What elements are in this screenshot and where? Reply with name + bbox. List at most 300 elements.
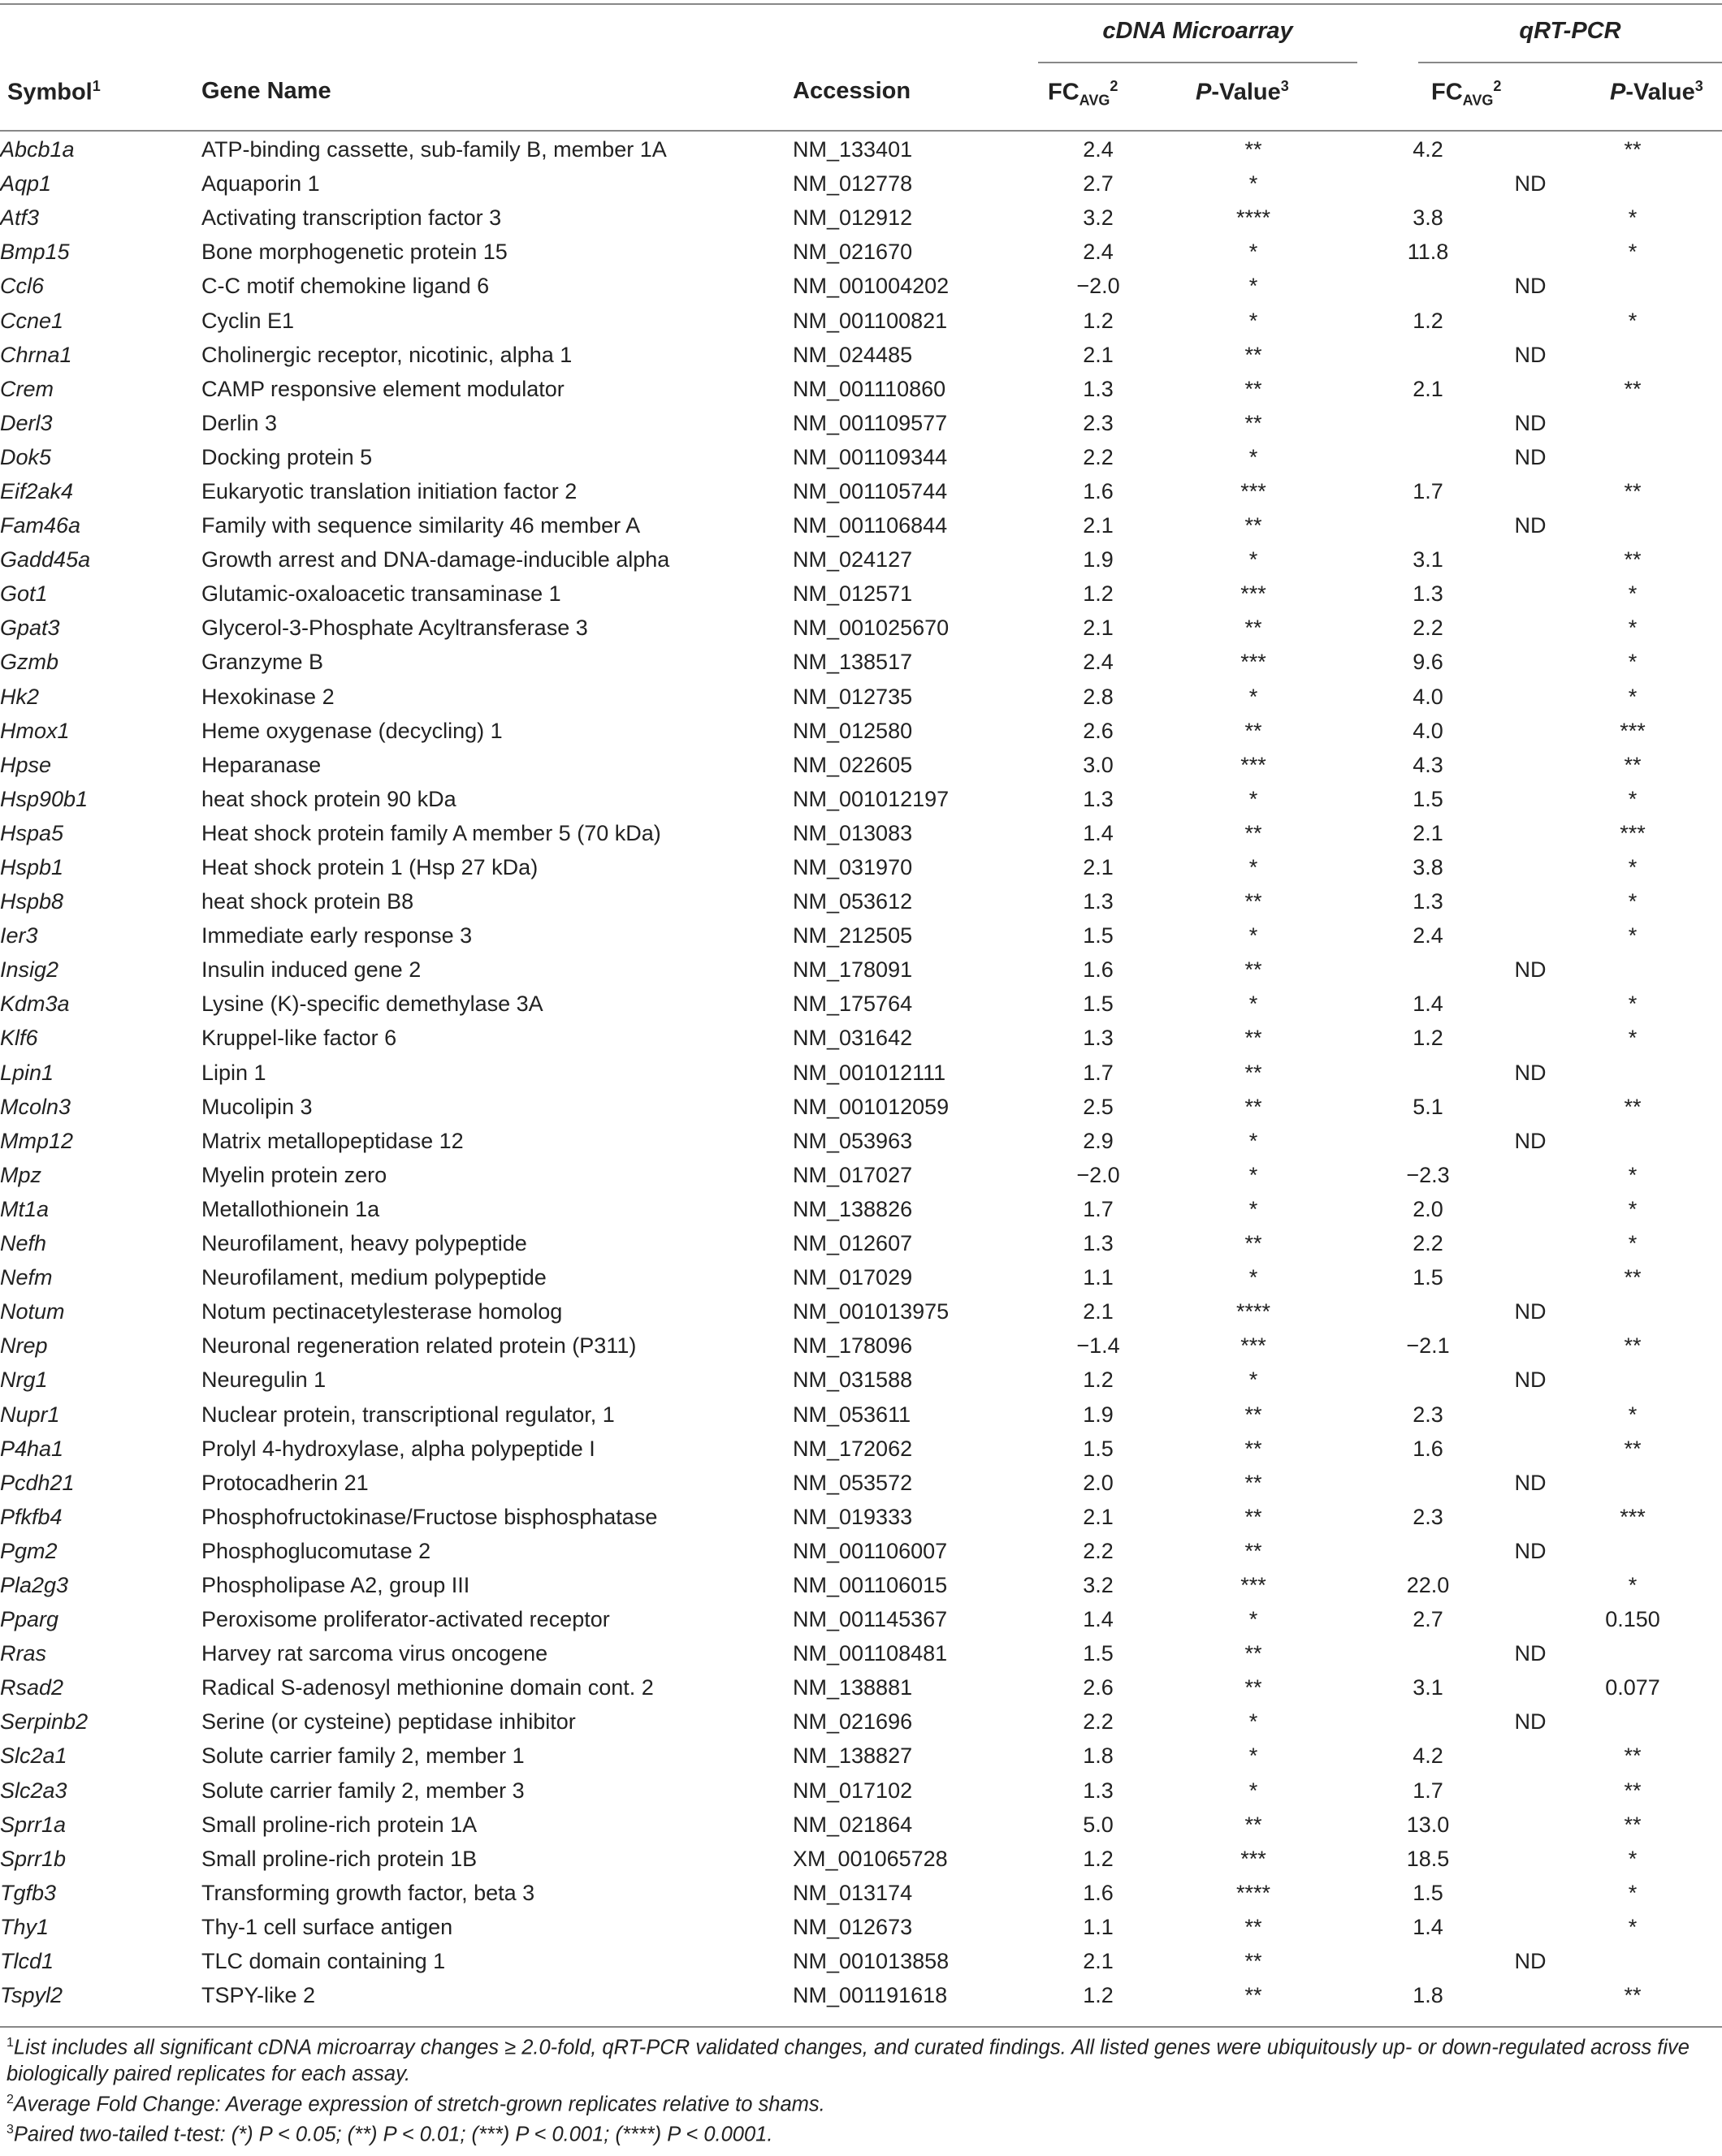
table-row	[0, 1192, 1722, 1226]
gene-symbol: Pla2g3	[0, 1572, 69, 1597]
p-cdna: *	[1248, 1367, 1258, 1393]
accession: NM_001191618	[793, 1983, 948, 2008]
spacer	[1517, 1876, 1543, 1910]
gene-symbol: Hspa5	[0, 820, 64, 845]
table-row	[0, 1670, 1722, 1704]
table-row	[0, 1158, 1722, 1192]
p-qrt: **	[1624, 1436, 1642, 1461]
spacer	[1517, 1397, 1543, 1431]
spacer	[1517, 1192, 1543, 1226]
accession: NM_031970	[793, 855, 913, 880]
spacer	[1517, 816, 1543, 850]
fc-qrt: 2.2	[1413, 616, 1443, 641]
gene-name: Phosphoglucomutase 2	[201, 1538, 431, 1563]
table-row	[0, 782, 1722, 816]
gene-name: C-C motif chemokine ligand 6	[201, 274, 490, 299]
p-cdna: ***	[1240, 1846, 1266, 1871]
header-p-cdna: P-Value$^3$	[1196, 78, 1289, 106]
p-qrt: ***	[1620, 820, 1646, 845]
footnote	[6, 2030, 1716, 2087]
table-row	[0, 406, 1722, 440]
p-cdna: *	[1248, 171, 1258, 197]
p-cdna: ***	[1240, 752, 1266, 777]
fc-cdna: 1.9	[1083, 1402, 1114, 1427]
spacer	[1517, 1260, 1543, 1294]
gene-symbol: Nrep	[0, 1333, 48, 1359]
accession: NM_001106015	[793, 1572, 948, 1597]
qrt-not-determined: ND	[1514, 1538, 1547, 1563]
header-symbol: Symbol$^1$	[7, 78, 101, 106]
accession: NM_001110860	[793, 376, 946, 401]
p-cdna: *	[1248, 1196, 1258, 1221]
fc-cdna: 2.6	[1083, 1675, 1114, 1700]
accession: NM_013083	[793, 820, 913, 845]
fc-qrt: 22.0	[1406, 1572, 1450, 1597]
spacer	[1517, 714, 1543, 748]
header-p-qrt: P-Value$^3$	[1610, 78, 1703, 106]
fc-cdna: 1.3	[1083, 376, 1114, 401]
fc-qrt: 1.5	[1413, 1880, 1443, 1905]
p-qrt: *	[1628, 786, 1638, 811]
p-qrt: 0.150	[1605, 1607, 1660, 1632]
spacer	[1517, 1158, 1543, 1192]
header-fc-qrt: $FC_{AVG}^2$	[1431, 78, 1502, 109]
accession: NM_001012059	[793, 1094, 950, 1119]
gene-name: Activating transcription factor 3	[201, 205, 502, 231]
accession: NM_022605	[793, 752, 913, 777]
gene-name: Aquaporin 1	[201, 171, 320, 197]
fc-cdna: 2.1	[1083, 342, 1114, 367]
gene-symbol: Bmp15	[0, 240, 70, 265]
fc-cdna: 1.2	[1083, 1367, 1114, 1393]
qrt-not-determined: ND	[1514, 1949, 1547, 1974]
spacer	[1517, 680, 1543, 714]
gene-table-body	[0, 132, 1722, 2012]
fc-cdna: 1.7	[1083, 1196, 1114, 1221]
table-row	[0, 611, 1722, 645]
gene-symbol: Lpin1	[0, 1060, 54, 1085]
p-qrt: *	[1628, 923, 1638, 948]
fc-cdna: 1.5	[1083, 923, 1114, 948]
gene-symbol: Pgm2	[0, 1538, 58, 1563]
table-row	[0, 714, 1722, 748]
fc-qrt: 5.1	[1413, 1094, 1443, 1119]
gene-name: Matrix metallopeptidase 12	[201, 1128, 464, 1153]
fc-qrt: 2.1	[1413, 820, 1443, 845]
group-rule-qrt	[1418, 62, 1722, 63]
gene-name: Heme oxygenase (decycling) 1	[201, 718, 503, 743]
accession: NM_001012197	[793, 786, 950, 811]
p-cdna: *	[1248, 240, 1258, 265]
gene-symbol: Atf3	[0, 205, 40, 231]
accession: NM_021864	[793, 1812, 913, 1837]
accession: NM_012778	[793, 171, 913, 197]
fc-cdna: 1.2	[1083, 308, 1114, 333]
p-cdna: **	[1244, 1436, 1262, 1461]
gene-name: Heat shock protein 1 (Hsp 27 kDa)	[201, 855, 539, 880]
gene-symbol: Fam46a	[0, 513, 81, 538]
table-row	[0, 474, 1722, 508]
gene-name: Mucolipin 3	[201, 1094, 313, 1119]
qrt-not-determined: ND	[1514, 1299, 1547, 1324]
fc-cdna: 1.2	[1083, 1846, 1114, 1871]
p-cdna: *	[1248, 923, 1258, 948]
fc-cdna: 1.3	[1083, 889, 1114, 914]
gene-name: heat shock protein 90 kDa	[201, 786, 456, 811]
fc-cdna: 1.8	[1083, 1743, 1114, 1769]
p-cdna: *	[1248, 1743, 1258, 1769]
gene-name: Peroxisome proliferator-activated receptor	[201, 1607, 610, 1632]
gene-name: Lysine (K)-specific demethylase 3A	[201, 992, 543, 1017]
qrt-not-determined: ND	[1514, 957, 1547, 983]
spacer	[1517, 850, 1543, 884]
table-row	[0, 577, 1722, 611]
p-cdna: *	[1248, 1607, 1258, 1632]
gene-name: heat shock protein B8	[201, 889, 414, 914]
gene-name: Transforming growth factor, beta 3	[201, 1880, 535, 1905]
p-qrt: *	[1628, 1402, 1638, 1427]
qrt-not-determined: ND	[1514, 171, 1547, 197]
fc-cdna: −2.0	[1076, 1162, 1120, 1187]
table-row	[0, 440, 1722, 474]
table-row	[0, 1808, 1722, 1842]
p-qrt: *	[1628, 855, 1638, 880]
fc-cdna: 1.5	[1083, 992, 1114, 1017]
fc-qrt: 4.0	[1413, 718, 1443, 743]
p-cdna: **	[1244, 1983, 1262, 2008]
fc-cdna: 2.2	[1083, 444, 1114, 469]
fc-cdna: 3.2	[1083, 205, 1114, 231]
accession: NM_053611	[793, 1402, 911, 1427]
accession: NM_001013858	[793, 1949, 950, 1974]
p-qrt: **	[1624, 1983, 1642, 2008]
footnote-text: Average Fold Change: Average expression of stretch-grown replicates relative to shams.	[13, 2093, 825, 2115]
table-row	[0, 1704, 1722, 1739]
table-row	[0, 1466, 1722, 1500]
fc-qrt: 1.8	[1413, 1983, 1443, 2008]
qrt-not-determined: ND	[1514, 274, 1547, 299]
accession: NM_138517	[793, 650, 913, 675]
p-qrt: **	[1624, 478, 1642, 503]
p-qrt: *	[1628, 1914, 1638, 1939]
accession: NM_024485	[793, 342, 913, 367]
table-row	[0, 1842, 1722, 1876]
gene-symbol: Tlcd1	[0, 1949, 54, 1974]
accession: NM_172062	[793, 1436, 913, 1461]
fc-cdna: 2.0	[1083, 1470, 1114, 1495]
p-cdna: ****	[1235, 1299, 1271, 1324]
accession: NM_012673	[793, 1914, 913, 1939]
gene-name: Glycerol-3-Phosphate Acyltransferase 3	[201, 616, 588, 641]
spacer	[1517, 748, 1543, 782]
p-qrt: **	[1624, 752, 1642, 777]
p-cdna: **	[1244, 1094, 1262, 1119]
gene-name: Neurofilament, medium polypeptide	[201, 1265, 547, 1290]
p-qrt: *	[1628, 684, 1638, 709]
gene-symbol: Pcdh21	[0, 1470, 75, 1495]
fc-cdna: 3.2	[1083, 1572, 1114, 1597]
group-title-cdna: cDNA Microarray	[1102, 18, 1293, 44]
fc-qrt: 1.7	[1413, 478, 1443, 503]
gene-name: Solute carrier family 2, member 3	[201, 1778, 525, 1803]
p-cdna: *	[1248, 1162, 1258, 1187]
gene-symbol: Mmp12	[0, 1128, 74, 1153]
accession: NM_017027	[793, 1162, 913, 1187]
footnotes	[6, 2030, 1716, 2148]
gene-name: Serine (or cysteine) peptidase inhibitor	[201, 1709, 576, 1735]
gene-name: Cyclin E1	[201, 308, 295, 333]
spacer	[1517, 1090, 1543, 1124]
qrt-not-determined: ND	[1514, 410, 1547, 435]
fc-cdna: −2.0	[1076, 274, 1120, 299]
fc-qrt: 4.2	[1413, 1743, 1443, 1769]
p-cdna: *	[1248, 1265, 1258, 1290]
gene-symbol: Insig2	[0, 957, 59, 983]
gene-symbol: Ccne1	[0, 308, 64, 333]
gene-symbol: Tspyl2	[0, 1983, 63, 2008]
p-cdna: **	[1244, 1026, 1262, 1051]
gene-name: Derlin 3	[201, 410, 278, 435]
gene-name: Phospholipase A2, group III	[201, 1572, 470, 1597]
qrt-not-determined: ND	[1514, 1060, 1547, 1085]
gene-symbol: P4ha1	[0, 1436, 64, 1461]
accession: NM_001109344	[793, 444, 948, 469]
table-row	[0, 1534, 1722, 1568]
accession: NM_017029	[793, 1265, 913, 1290]
table-row	[0, 1636, 1722, 1670]
p-qrt: *	[1628, 650, 1638, 675]
table-row	[0, 1568, 1722, 1602]
accession: NM_001145367	[793, 1607, 948, 1632]
accession: NM_053963	[793, 1128, 913, 1153]
p-cdna: ***	[1240, 1572, 1266, 1597]
p-cdna: **	[1244, 1914, 1262, 1939]
gene-symbol: Nefm	[0, 1265, 53, 1290]
fc-qrt: 2.3	[1413, 1504, 1443, 1529]
spacer	[1517, 201, 1543, 235]
fc-cdna: 1.6	[1083, 957, 1114, 983]
gene-symbol: Ccl6	[0, 274, 45, 299]
fc-cdna: 2.2	[1083, 1709, 1114, 1735]
fc-cdna: 3.0	[1083, 752, 1114, 777]
p-qrt: *	[1628, 1572, 1638, 1597]
gene-name: Neurofilament, heavy polypeptide	[201, 1231, 527, 1256]
p-cdna: **	[1244, 1538, 1262, 1563]
spacer	[1517, 884, 1543, 918]
gene-symbol: Sprr1a	[0, 1812, 67, 1837]
footnote-text: List includes all significant cDNA microarray changes ≥ 2.0-fold, qRT-PCR validated changes, and curated findings. All listed genes were ubiquitously up- or down-regulated across five biologically paired replicates for each assay.	[6, 2036, 1690, 2085]
gene-symbol: Slc2a1	[0, 1743, 67, 1769]
fc-cdna: 1.6	[1083, 1880, 1114, 1905]
accession: NM_053612	[793, 889, 913, 914]
p-qrt: *	[1628, 205, 1638, 231]
p-cdna: **	[1244, 410, 1262, 435]
table-row	[0, 1329, 1722, 1363]
table-row	[0, 372, 1722, 406]
fc-cdna: 2.3	[1083, 410, 1114, 435]
gene-name: Lipin 1	[201, 1060, 266, 1085]
fc-cdna: 2.7	[1083, 171, 1114, 197]
footnote	[6, 2117, 1716, 2148]
p-cdna: **	[1244, 513, 1262, 538]
fc-qrt: 1.2	[1413, 1026, 1443, 1051]
footnote-marker: 3	[6, 2123, 14, 2137]
accession: NM_031642	[793, 1026, 913, 1051]
p-cdna: ***	[1240, 478, 1266, 503]
table-row	[0, 235, 1722, 269]
bottom-rule	[0, 2026, 1722, 2028]
accession: NM_138881	[793, 1675, 913, 1700]
fc-qrt: 4.3	[1413, 752, 1443, 777]
gene-symbol: Serpinb2	[0, 1709, 89, 1735]
gene-name: Radical S-adenosyl methionine domain cont. 2	[201, 1675, 654, 1700]
gene-symbol: Kdm3a	[0, 992, 70, 1017]
table-row	[0, 1124, 1722, 1158]
gene-symbol: Nrg1	[0, 1367, 48, 1393]
fc-qrt: 18.5	[1406, 1846, 1450, 1871]
gene-symbol: Crem	[0, 376, 54, 401]
qrt-not-determined: ND	[1514, 1128, 1547, 1153]
spacer	[1517, 1500, 1543, 1534]
gene-name: Solute carrier family 2, member 1	[201, 1743, 525, 1769]
gene-symbol: Eif2ak4	[0, 478, 74, 503]
p-qrt: *	[1628, 1026, 1638, 1051]
gene-name: Small proline-rich protein 1B	[201, 1846, 478, 1871]
header-gene-name: Gene Name	[201, 78, 331, 104]
accession: NM_001100821	[793, 308, 948, 333]
fc-qrt: 1.4	[1413, 1914, 1443, 1939]
spacer	[1517, 645, 1543, 679]
gene-symbol: Klf6	[0, 1026, 38, 1051]
spacer	[1517, 1432, 1543, 1466]
spacer	[1517, 1739, 1543, 1773]
fc-qrt: 13.0	[1406, 1812, 1450, 1837]
p-qrt: 0.077	[1605, 1675, 1660, 1700]
gene-symbol: Mt1a	[0, 1196, 50, 1221]
p-qrt: *	[1628, 1846, 1638, 1871]
qrt-not-determined: ND	[1514, 342, 1547, 367]
accession: NM_138827	[793, 1743, 913, 1769]
spacer	[1517, 1226, 1543, 1260]
p-qrt: **	[1624, 376, 1642, 401]
gene-symbol: Dok5	[0, 444, 52, 469]
spacer	[1517, 577, 1543, 611]
p-qrt: *	[1628, 1231, 1638, 1256]
p-qrt: **	[1624, 1812, 1642, 1837]
gene-symbol: Mpz	[0, 1162, 42, 1187]
accession: NM_001108481	[793, 1641, 948, 1666]
gene-name: Protocadherin 21	[201, 1470, 369, 1495]
fc-qrt: 1.3	[1413, 581, 1443, 607]
p-cdna: **	[1244, 1470, 1262, 1495]
spacer	[1517, 132, 1543, 166]
footnote-marker: 1	[6, 2036, 14, 2050]
p-cdna: ***	[1240, 581, 1266, 607]
qrt-not-determined: ND	[1514, 1709, 1547, 1735]
fc-qrt: 3.8	[1413, 205, 1443, 231]
table-row	[0, 1944, 1722, 1978]
gene-symbol: Gadd45a	[0, 547, 91, 572]
table-row	[0, 1397, 1722, 1431]
gene-name: Cholinergic receptor, nicotinic, alpha 1	[201, 342, 573, 367]
fc-cdna: −1.4	[1076, 1333, 1120, 1359]
spacer	[1517, 542, 1543, 577]
p-qrt: **	[1624, 1333, 1642, 1359]
fc-cdna: 2.2	[1083, 1538, 1114, 1563]
fc-cdna: 2.4	[1083, 650, 1114, 675]
gene-name: Notum pectinacetylesterase homolog	[201, 1299, 563, 1324]
gene-symbol: Ier3	[0, 923, 38, 948]
p-qrt: *	[1628, 1162, 1638, 1187]
p-cdna: *	[1248, 1709, 1258, 1735]
gene-name: Eukaryotic translation initiation factor 2	[201, 478, 578, 503]
p-cdna: *	[1248, 684, 1258, 709]
fc-cdna: 1.6	[1083, 478, 1114, 503]
gene-name: Myelin protein zero	[201, 1162, 387, 1187]
fc-qrt: −2.1	[1406, 1333, 1450, 1359]
gene-name: Heat shock protein family A member 5 (70 kDa)	[201, 820, 661, 845]
gene-name: Neuregulin 1	[201, 1367, 327, 1393]
accession: NM_012580	[793, 718, 913, 743]
fc-cdna: 2.4	[1083, 240, 1114, 265]
fc-cdna: 2.1	[1083, 1299, 1114, 1324]
p-cdna: *	[1248, 786, 1258, 811]
group-rule-cdna	[1038, 62, 1357, 63]
p-qrt: *	[1628, 1880, 1638, 1905]
p-cdna: *	[1248, 1128, 1258, 1153]
gene-name: CAMP responsive element modulator	[201, 376, 565, 401]
gene-name: Small proline-rich protein 1A	[201, 1812, 478, 1837]
gene-symbol: Sprr1b	[0, 1846, 67, 1871]
accession: NM_031588	[793, 1367, 913, 1393]
fc-cdna: 1.4	[1083, 1607, 1114, 1632]
gene-symbol: Notum	[0, 1299, 65, 1324]
header-rule	[0, 130, 1722, 132]
p-cdna: *	[1248, 1778, 1258, 1803]
table-row	[0, 338, 1722, 372]
accession: NM_001025670	[793, 616, 950, 641]
gene-name: Metallothionein 1a	[201, 1196, 380, 1221]
p-qrt: *	[1628, 308, 1638, 333]
fc-cdna: 2.1	[1083, 1949, 1114, 1974]
fc-cdna: 1.3	[1083, 1026, 1114, 1051]
accession: NM_012735	[793, 684, 913, 709]
table-row	[0, 1021, 1722, 1055]
gene-symbol: Gpat3	[0, 616, 60, 641]
p-qrt: **	[1624, 1094, 1642, 1119]
p-cdna: ****	[1235, 1880, 1271, 1905]
p-qrt: **	[1624, 1778, 1642, 1803]
gene-symbol: Hpse	[0, 752, 52, 777]
gene-symbol: Rsad2	[0, 1675, 64, 1700]
spacer	[1517, 1329, 1543, 1363]
gene-symbol: Pfkfb4	[0, 1504, 63, 1529]
accession: NM_012912	[793, 205, 913, 231]
fc-cdna: 2.1	[1083, 513, 1114, 538]
p-qrt: *	[1628, 889, 1638, 914]
gene-name: Harvey rat sarcoma virus oncogene	[201, 1641, 548, 1666]
p-cdna: **	[1244, 1641, 1262, 1666]
spacer	[1517, 1910, 1543, 1944]
gene-symbol: Got1	[0, 581, 48, 607]
spacer	[1517, 918, 1543, 953]
table-row	[0, 987, 1722, 1021]
fc-qrt: 2.0	[1413, 1196, 1443, 1221]
fc-qrt: 2.7	[1413, 1607, 1443, 1632]
accession: NM_001105744	[793, 478, 948, 503]
accession: NM_021696	[793, 1709, 913, 1735]
gene-name: TLC domain containing 1	[201, 1949, 446, 1974]
